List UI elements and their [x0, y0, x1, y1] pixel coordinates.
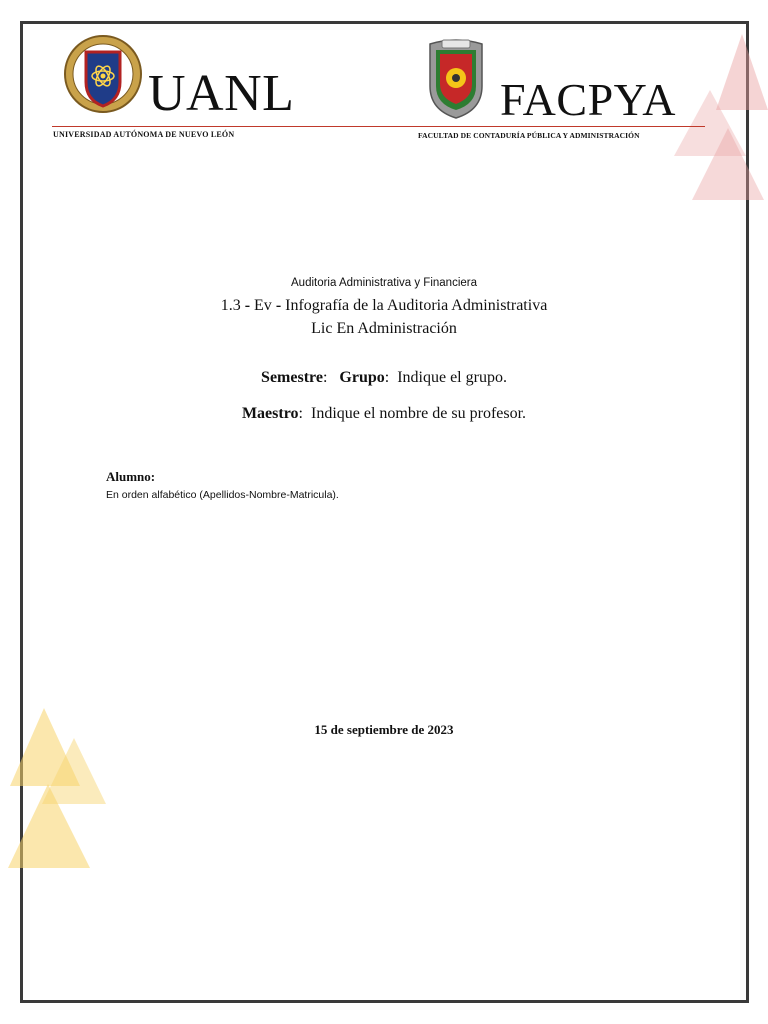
course-name: Auditoria Administrativa y Financiera [291, 277, 477, 289]
career-name: Lic En Administración [311, 320, 457, 337]
title-ev: Ev [250, 297, 276, 314]
title-text: Infografía de la Auditoria Administrativa [281, 297, 548, 314]
uanl-subtitle: UNIVERSIDAD AUTÓNOMA DE NUEVO LEÓN [53, 130, 235, 139]
teacher-label: Maestro [241, 405, 299, 422]
title-number: 1.3 [220, 297, 245, 314]
header-rule [52, 126, 705, 127]
group-value: Indique el grupo. [397, 369, 507, 386]
title-dash: - [244, 297, 251, 314]
submission-date: 15 de septiembre de 2023 [314, 722, 454, 737]
semester-label: Semestre [261, 369, 323, 386]
assignment-title [0, 297, 768, 315]
teacher-line: Maestro: Indique el nombre de su profesor. [241, 405, 527, 422]
facpya-subtitle: FACULTAD DE CONTADURÍA PÚBLICA Y ADMINISTRACIÓN [418, 131, 640, 140]
semester-group-line: Semestre: Grupo: Indique el grupo. [261, 369, 507, 386]
uanl-wordmark: UANL [148, 65, 295, 122]
facpya-crest-logo [424, 36, 488, 120]
teacher-value: Indique el nombre de su profesor. [310, 405, 527, 422]
uanl-crest-logo [64, 34, 142, 116]
page-frame [20, 21, 749, 1003]
student-label: Alumno: [106, 469, 156, 484]
title-dash: - [275, 297, 282, 314]
group-label: Grupo [339, 369, 385, 386]
student-instructions: En orden alfabético (Apellidos-Nombre-Matricula). [106, 489, 339, 501]
facpya-wordmark: FACPYA [500, 74, 676, 125]
